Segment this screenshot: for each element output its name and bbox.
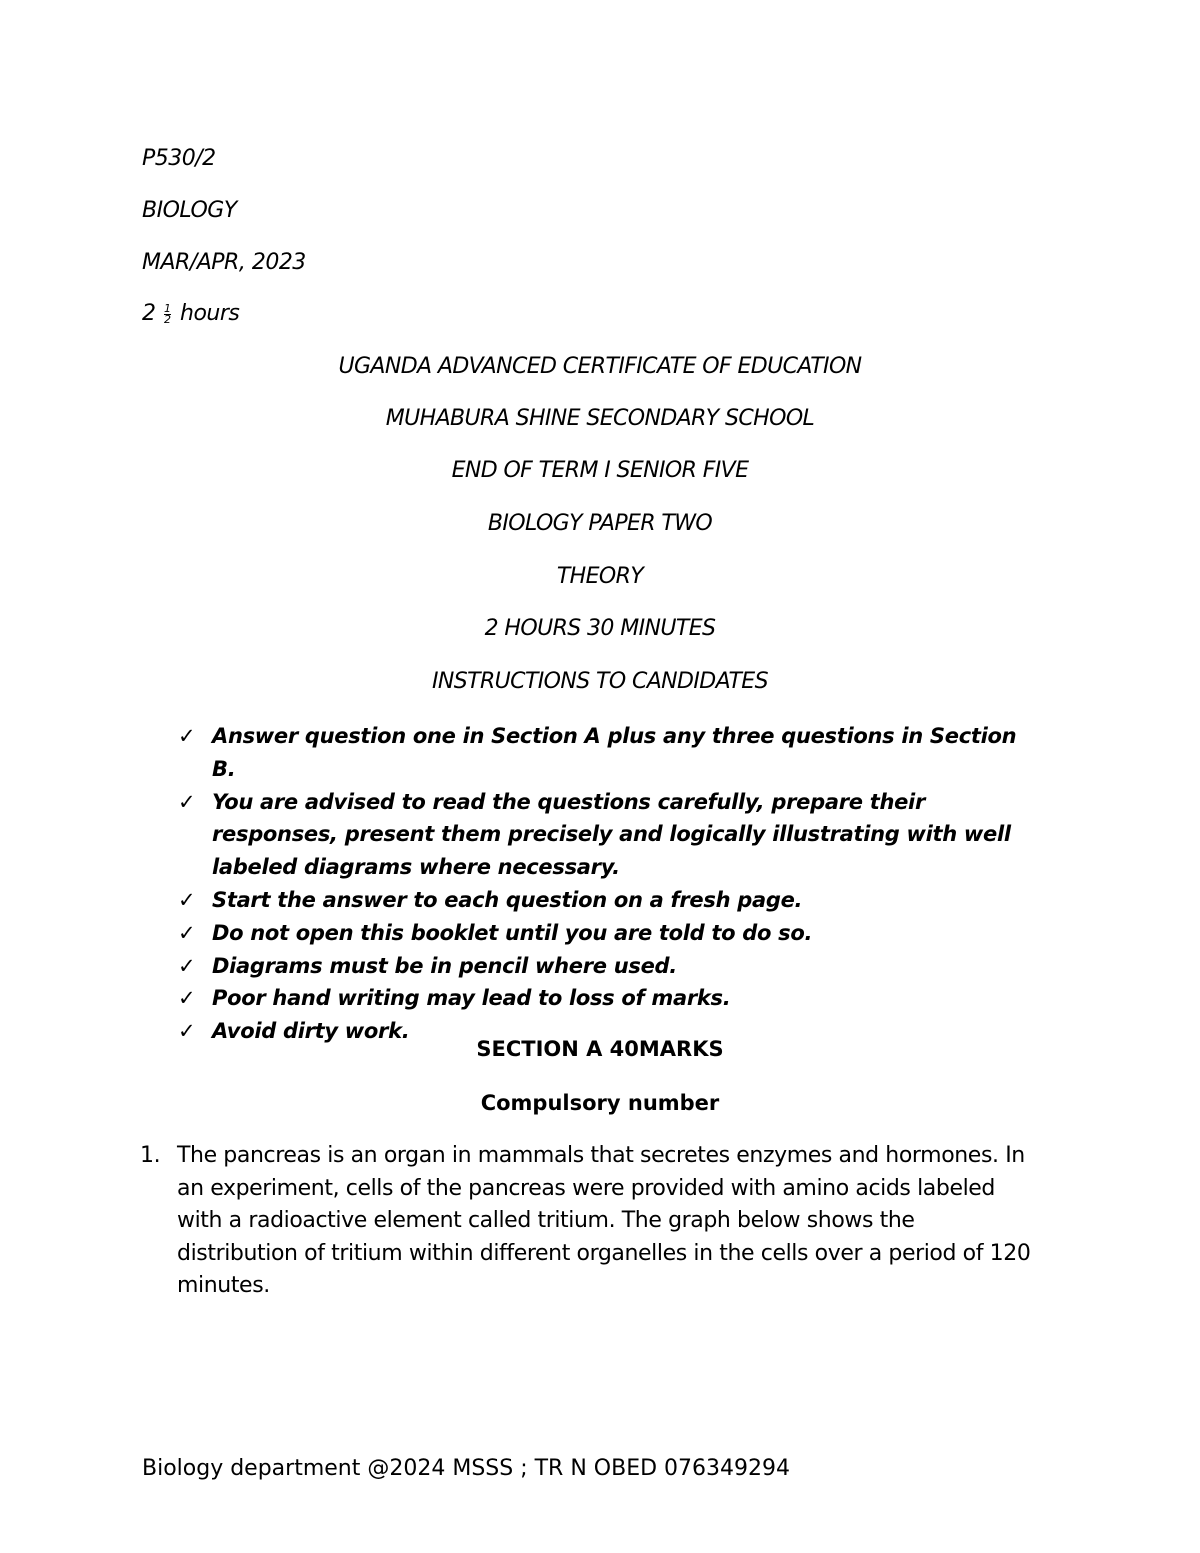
instruction-item: [178, 982, 1038, 1015]
subject: BIOLOGY: [142, 198, 237, 223]
instruction-item: [178, 917, 1038, 950]
paper-title: BIOLOGY PAPER TWO: [487, 511, 713, 536]
duration-fraction: [164, 301, 171, 326]
checkmark-icon: ✓: [178, 920, 196, 945]
paper-duration: 2 HOURS 30 MINUTES: [484, 616, 716, 641]
checkmark-icon: ✓: [178, 887, 196, 912]
instruction-text: Diagrams must be in pencil where used.: [212, 953, 677, 978]
instruction-item: [178, 884, 1038, 917]
instructions-list: [178, 720, 1038, 1048]
section-a-title: SECTION A 40MARKS: [476, 1037, 724, 1061]
paper-type: THEORY: [556, 564, 644, 589]
instructions-heading: INSTRUCTIONS TO CANDIDATES: [432, 669, 768, 694]
school-name: MUHABURA SHINE SECONDARY SCHOOL: [385, 406, 815, 431]
instruction-item: [178, 786, 1038, 884]
instruction-text: Avoid dirty work.: [212, 1019, 410, 1044]
instruction-item: [178, 950, 1038, 983]
duration-frac-numerator: 1: [164, 301, 171, 315]
term-title: END OF TERM I SENIOR FIVE: [451, 458, 749, 483]
page-footer: Biology department @2024 MSSS ; TR N OBED 076349294: [142, 1456, 791, 1481]
duration-unit: hours: [180, 301, 240, 326]
instruction-item: [178, 720, 1038, 786]
instruction-text: Answer question one in Section A plus any three questions in Section B.: [212, 724, 1017, 781]
paper-code: P530/2: [142, 146, 216, 171]
question-text: The pancreas is an organ in mammals that secretes enzymes and hormones. In an experiment, cells of the pancreas were provided with amino acids labeled with a radioactive element called tritium. The graph below shows the distribution of tritium within different organelles in the cells over a period of 120 minutes.: [177, 1143, 1031, 1298]
instruction-text: Start the answer to each question on a fresh page.: [212, 887, 803, 912]
section-a-subtitle: Compulsory number: [480, 1091, 720, 1115]
duration-whole: 2: [142, 301, 156, 326]
checkmark-icon: ✓: [178, 953, 196, 978]
question-1: [140, 1140, 1040, 1303]
instruction-text: Poor hand writing may lead to loss of marks.: [212, 986, 731, 1011]
instruction-text: You are advised to read the questions carefully, prepare their responses, present them precisely and logically illustrating with well labeled diagrams where necessary.: [212, 789, 1011, 880]
checkmark-icon: ✓: [178, 724, 196, 748]
instruction-text: Do not open this booklet until you are told to do so.: [212, 920, 813, 945]
checkmark-icon: ✓: [178, 1019, 196, 1044]
certificate-title: UGANDA ADVANCED CERTIFICATE OF EDUCATION: [338, 354, 862, 379]
checkmark-icon: ✓: [178, 986, 196, 1011]
question-number: 1.: [140, 1143, 161, 1168]
duration-frac-denominator: 2: [164, 312, 171, 326]
duration: [142, 301, 239, 326]
checkmark-icon: ✓: [178, 789, 196, 814]
exam-date: MAR/APR, 2023: [142, 250, 306, 275]
